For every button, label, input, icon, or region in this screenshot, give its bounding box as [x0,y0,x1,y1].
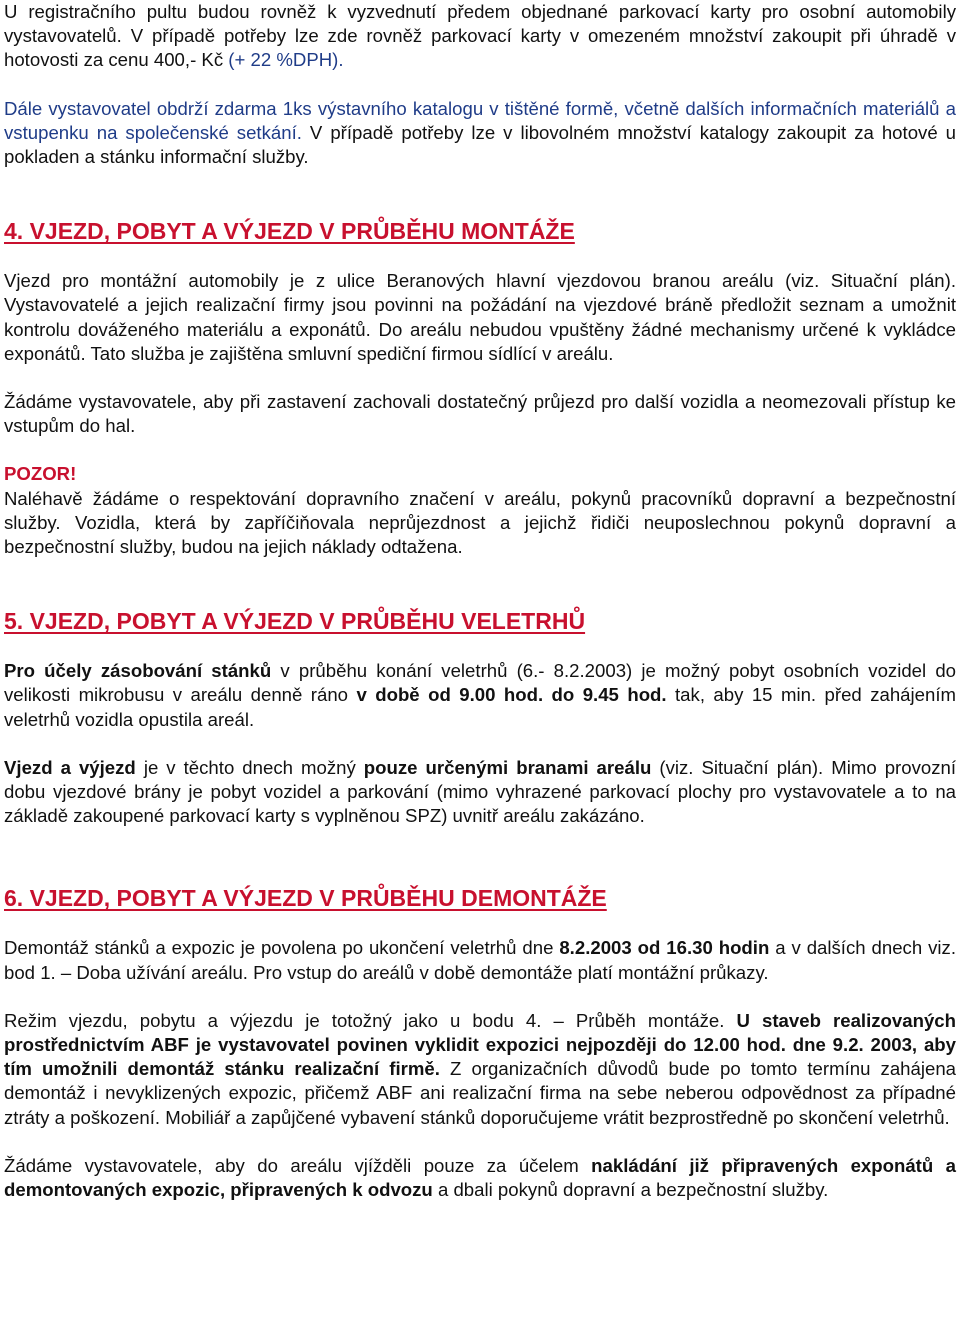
section4-heading: 4. VJEZD, POBYT A VÝJEZD V PRŮBĚHU MONTÁŽE [4,218,575,245]
section6-paragraph-regime [4,1009,956,1130]
gates-text-end: (viz. Situační plán). Mimo provozní dobu vjezdové brány je pobyt vozidel a parkování (mimo vyhrazené parkovací plochy pro vystavovatele a to na základě zakoupené parkovací karty s vyplněnou SPZ) uvnitř areálu zakázáno. [4,756,957,827]
warning-label: POZOR! [4,463,77,485]
section5-paragraph-gates [4,756,956,829]
registration-vat-note: (+ 22 %DPH). [228,49,344,71]
section5-heading: 5. VJEZD, POBYT A VÝJEZD V PRŮBĚHU VELETRHŮ [4,608,586,635]
spacer [4,985,956,1009]
gates-designated-text: pouze určenými branami areálu [363,756,652,778]
spacer [4,438,956,462]
spacer [4,245,956,269]
spacer [4,169,956,217]
section4-paragraph-passage: Žádáme vystavovatele, aby při zastavení zachovali dostatečný průjezd pro další vozidla a neomezovali přístup ke vstupům do hal. [4,391,956,437]
section5-paragraph-supply [4,659,956,732]
paragraph-registration [4,0,956,73]
regime-text: Režim vjezdu, pobytu a výjezdu je totožný jako u bodu 4. – Průběh montáže. [4,1009,737,1031]
spacer [4,366,956,390]
spacer [4,732,956,756]
section6-heading: 6. VJEZD, POBYT A VÝJEZD V PRŮBĚHU DEMONTÁŽE [4,885,607,912]
supply-text-end: tak, aby 15 min. před zahájením veletrhů vozidla opustila areál. [4,684,956,730]
spacer [4,73,956,97]
document-page [4,0,956,1202]
loading-purpose: nakládání již připravených exponátů a demontovaných expozic, připravených k odvozu [4,1154,956,1201]
spacer [4,559,956,607]
gates-text: je v těchto dnech možný [135,756,364,778]
spacer [4,828,956,884]
section4-paragraph-warning: Naléhavě žádáme o respektování dopravního značení v areálu, pokynů pracovníků dopravní a bezpečnostní služby. Vozidla, která by zapříčiňovala neprůjezdnost a jejichž řidiči neuposlechnou pokynů dopravní a bezpečnostní služby, budou na jejich náklady odtažena. [4,487,956,558]
spacer [4,912,956,936]
supply-text: v průběhu konání veletrhů (6.- 8.2.2003) je možný pobyt osobních vozidel do velikosti mikrobusu v areálu denně ráno [4,660,956,706]
catalog-info-text: Dále vystavovatel obdrží zdarma 1ks výstavního katalogu v tištěné formě, včetně dalších informačních materiálů a vstupenku na společenské setkání. [4,97,956,143]
registration-text: U registračního pultu budou rovněž k vyzvednutí předem objednané parkovací karty pro osobní automobily vystavovatelů. V případě potřeby lze zde rovněž parkovací karty v omezeném množství zakoupit při úhradě v hotovosti za cenu 400,- Kč [4,1,956,71]
loading-text-end: a dbali pokynů dopravní a bezpečnostní služby. [432,1179,829,1201]
dismantling-text-end: a v dalších dnech viz. bod 1. – Doba užívání areálu. Pro vstup do areálů v době demontáže platí montážní průkazy. [4,937,956,983]
section6-paragraph-loading [4,1154,956,1202]
catalog-purchase-text: V případě potřeby lze v libovolném množství katalogy zakoupit za hotové u pokladen a stánku informační služby. [4,121,957,168]
dismantling-start-time: 8.2.2003 od 16.30 hodin [559,937,770,959]
regime-text-end: Z organizačních důvodů bude po tomto termínu zahájena demontáž i nevyklizených expozic, přičemž ABF ani realizační firma na sebe neberou odpovědnost za případné ztráty a poškození. Mobiliář a zapůjčené vybavení stánků doporučujeme vrátit bezprostředně po skončení veletrhů. [4,1058,956,1128]
spacer [4,635,956,659]
loading-text: Žádáme vystavovatele, aby do areálu vjížděli pouze za účelem [4,1154,592,1176]
spacer [4,1130,956,1154]
regime-abf-deadline: U staveb realizovaných prostřednictvím ABF je vystavovatel povinen vyklidit expozici nejpozději do 12.00 hod. dne 9.2. 2003, aby tím umožnili demontáž stánku realizační firmě. [4,1009,956,1080]
section6-paragraph-dismantling [4,936,956,984]
supply-purpose-text: Pro účely zásobování stánků [4,660,272,682]
paragraph-catalog [4,97,956,170]
gates-entry-exit-text: Vjezd a výjezd [4,756,136,778]
section4-paragraph-entry: Vjezd pro montážní automobily je z ulice Beranových hlavní vjezdovou branou areálu (viz. Situační plán). Vystavovatelé a jejich realizační firmy jsou povinni na požádání na vjezdové bráně předložit seznam a umožnit kontrolu dováženého materiálu a exponátů. Do areálu nebudou vpuštěny žádné mechanismy určené k vykládce exponátů. Tato služba je zajištěna smluvní spediční firmou sídlící v areálu. [4,270,956,364]
dismantling-text: Demontáž stánků a expozic je povolena po ukončení veletrhů dne [4,937,560,959]
supply-time-window: v době od 9.00 hod. do 9.45 hod. [356,684,667,706]
